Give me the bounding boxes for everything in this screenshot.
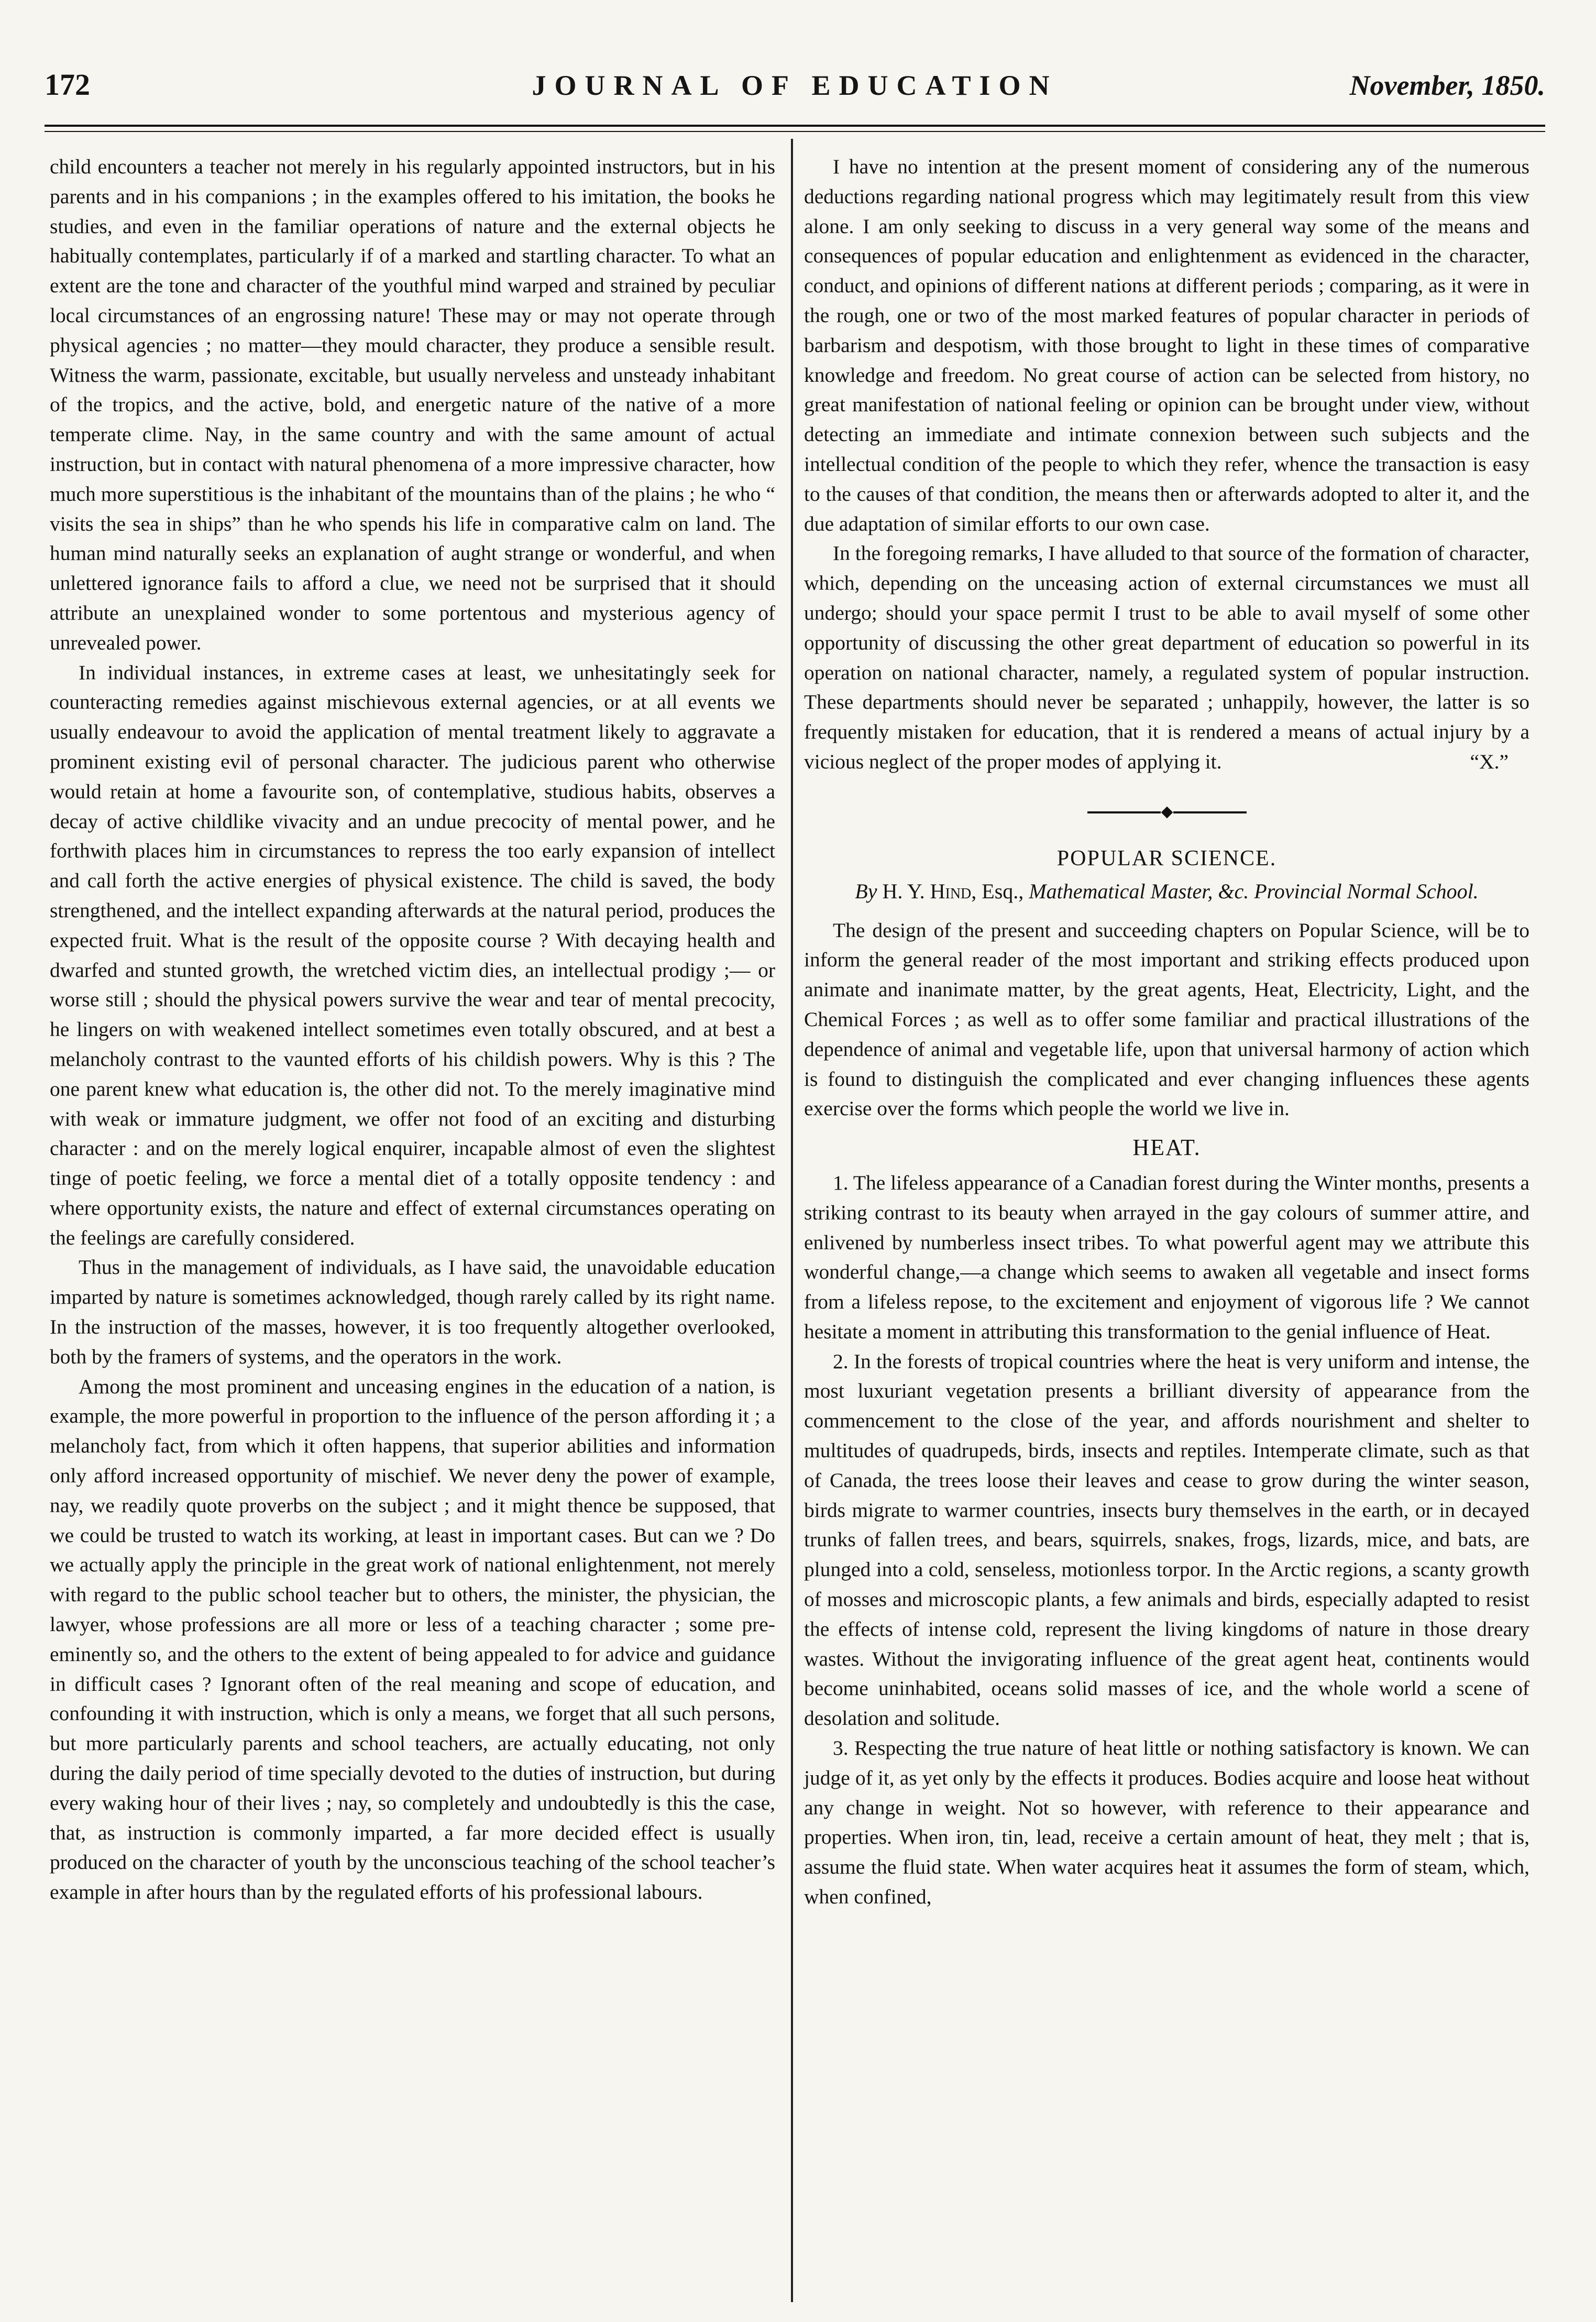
section-separator-ornament	[804, 797, 1529, 828]
numbered-paragraph: 3. Respecting the true nature of heat little or nothing satisfactory is known. We can judge of it, as yet only by the effects it produces. Bodies acquire and loose heat without any change in weight. Not so however, with reference to their appearance and properties. When iron, tin, lead, receive a certain amount of heat, they melt ; that is, assume the fluid state. When water acquires heat it assumes the form of steam, which, when confined,	[804, 1736, 1529, 1909]
article-byline	[804, 877, 1529, 906]
article-intro: The design of the present and succeeding chapters on Popular Science, will be to inform the general reader of the most important and striking effects produced upon animate and inanimate matter, by the great agents, Heat, Electricity, Light, and the Chemical Forces ; as well as to offer some familiar and practical illustrations of the dependence of animal and vegetable life, upon that universal harmony of action which is found to distinguish the complicated and ever changing influences these agents exercise over the forms which people the world we live in.	[804, 918, 1529, 1120]
body-paragraph	[804, 538, 1529, 776]
issue-date: November, 1850.	[1349, 70, 1545, 101]
body-paragraph: Thus in the management of individuals, as I have said, the unavoidable education imparted by nature is sometimes acknowledged, though rarely called by its right name. In the instruction of the masses, however, it is too frequently altogether overlooked, both by the framers of systems, and the operators in the work.	[50, 1256, 775, 1368]
page-number: 172	[45, 68, 90, 102]
subsection-title: HEAT.	[1132, 1135, 1201, 1161]
body-paragraph: Among the most prominent and unceasing engines in the education of a nation, is example, the more powerful in proportion to the influence of the person affording it ; a melancholy fact, from which it often happens, that superior abilities and information only afford increased opportunity of mischief. We never deny the power of example, nay, we readily quote proverbs on the subject ; and it might thence be supposed, that we could be trusted to watch its working, at least in important cases. But can we ? Do we actually apply the principle in the great work of national enlightenment, not merely with regard to the public school teacher but to others, the minister, the physician, the lawyer, whose professions are all more or less of a teaching character ; some pre-eminently so, and the others to the extent of being appealed to for advice and guidance in difficult cases ? Ignorant often of the real meaning and scope of education, and confounding it with instruction, which is only a means, we forget that all such persons, but more particularly parents and school teachers, are actually educating, not only during the daily period of time specially devoted to the duties of instruction, but during every waking hour of their lives ; nay, so completely and undoubtedly is this the case, that, as instruction is commonly imparted, a far more decided effect is usually produced on the character of youth by the unconscious teaching of the school teacher’s example in after hours than by the regulated efforts of his professional labours.	[50, 1374, 775, 1904]
right-column	[804, 152, 1529, 1912]
byline-prefix: By	[855, 879, 877, 903]
author-name: H. Y. Hind,	[882, 879, 977, 903]
column-divider	[791, 139, 793, 2302]
diamond-ornament-icon	[1161, 806, 1173, 818]
paragraph-text: In the foregoing remarks, I have alluded to that source of the formation of character, which, depending on the unceasing action of external circumstances we must all undergo; should your space permit I trust to be able to avail myself of some other opportunity of discussing the other great department of education so powerful in its operation on national character, namely, a regulated system of popular instruction. These departments should never be separated ; unhappily, however, the latter is so frequently mistaken for education, that it is rendered a means of actual injury by a vicious neglect of the proper modes of applying it.	[804, 542, 1529, 773]
numbered-paragraph: 2. In the forests of tropical countries where the heat is very uniform and intense, the most luxuriant vegetation presents a brilliant diversity of appearance from the commencement to the close of the year, and affords nourishment and shelter to multitudes of quadrupeds, birds, insects and reptiles. Intemperate climate, such as that of Canada, the trees loose their leaves and cease to grow during the winter season, birds migrate to warmer countries, insects bury themselves in the earth, or in decayed trunks of fallen trees, and bears, squirrels, snakes, frogs, lizards, mice, and bats, are plunged into a cold, senseless, motionless torpor. In the Arctic regions, a scanty growth of mosses and microscopic plants, a few animals and birds, especially adapted to resist the effects of intense cold, represent the living kingdoms of nature in those dreary wastes. Without the invigorating influence of the great agent heat, continents would become uninhabited, oceans solid masses of ice, and the whole world a scene of desolation and solitude.	[804, 1349, 1529, 1730]
page-header	[45, 58, 1545, 105]
journal-title: JOURNAL OF EDUCATION	[532, 70, 1058, 101]
left-column	[50, 152, 775, 1907]
body-paragraph: I have no intention at the present moment of considering any of the numerous deductions regarding national progress which may legitimately result from this view alone. I am only seeking to discuss in a very general way some of the means and consequences of popular education and enlightenment as evidenced in the character, conduct, and opinions of different nations at different periods ; comparing, as it were in the rough, one or two of the most marked features of popular character in periods of barbarism and despotism, with those brought to light in these times of comparative knowledge and freedom. No great course of action can be selected from history, no great manifestation of national feeling or opinion can be brought under view, without detecting an immediate and intimate connexion between such subjects and the intellectual condition of the people to which they refer, whence the transaction is easy to the causes of that condition, the means then or afterwards adopted to alter it, and the due adaptation of similar efforts to our own case.	[804, 155, 1529, 535]
header-rule	[45, 125, 1545, 127]
author-suffix: Esq.,	[982, 879, 1024, 903]
numbered-paragraph: 1. The lifeless appearance of a Canadian forest during the Winter months, presents a striking contrast to its beauty when arrayed in the gay colours of summer attire, and enlivened by numberless insect tribes. To what powerful agent may we attribute this wonderful change,—a change which seems to awaken all vegetable and insect forms from a lifeless repose, to the excitement and enjoyment of vigorous life ? We cannot hesitate a moment in attributing this transformation to the genial influence of Heat.	[804, 1171, 1529, 1343]
author-role: Mathematical Master, &c. Provincial Normal School.	[1029, 879, 1479, 903]
header-rule-thin	[45, 131, 1545, 132]
author-signature: “X.”	[1470, 750, 1509, 773]
article-title: POPULAR SCIENCE.	[1056, 846, 1277, 871]
body-paragraph: child encounters a teacher not merely in his regularly appointed instructors, but in his parents and in his companions ; in the examples offered to his imitation, the books he studies, and even in the familiar operations of nature and the external objects he habitually contemplates, particularly if of a marked and startling character. To what an extent are the tone and character of the youthful mind warped and strained by peculiar local circumstances of an engrossing nature! These may or may not operate through physical agencies ; no matter—they mould character, they produce a sensible result. Witness the warm, passionate, excitable, but usually nerveless and unsteady inhabitant of the tropics, and the active, bold, and energetic nature of the native of a more temperate clime. Nay, in the same country and with the same amount of actual instruction, but in contact with natural phenomena of a more impressive character, how much more superstitious is the inhabitant of the mountains than of the plains ; he who “ visits the sea in ships” than he who spends his life in comparative calm on land. The human mind naturally seeks an explanation of aught strange or wonderful, and when unlettered ignorance fails to afford a clue, we need not be surprised that it should attribute an unexplained wonder to some portentous and mysterious agency of unrevealed power.	[50, 155, 775, 654]
body-paragraph: In individual instances, in extreme cases at least, we unhesitatingly seek for counteracting remedies against mischievous external agencies, or at all events we usually endeavour to avoid the application of mental treatment likely to aggravate a prominent existing evil of personal character. The judicious parent who otherwise would retain at home a favourite son, of contemplative, studious habits, observes a decay of active childlike vivacity and an undue precocity of mental power, and he forthwith places him in circumstances to repress the too early expansion of intellect and call forth the active energies of physical existence. The child is saved, the body strengthened, and the intellect expanding afterwards at the natural period, produces the expected fruit. What is the result of the opposite course ? With decaying health and dwarfed and stunted growth, the wretched victim dies, an intellectual prodigy ;— or worse still ; should the physical powers survive the wear and tear of mental precocity, he lingers on with weakened intellect sometimes even totally obscured, and at best a melancholy contrast to the vaunted efforts of his childish powers. Why is this ? The one parent knew what education is, the other did not. To the merely imaginative mind with weak or immature judgment, we offer not food of an exciting and disturbing character : and on the merely logical enquirer, incapable almost of even the slightest tinge of poetic feeling, we force a mental diet of a totally opposite tendency : and where opportunity exists, the nature and effect of external circumstances operating on the feelings are carefully considered.	[50, 661, 775, 1249]
